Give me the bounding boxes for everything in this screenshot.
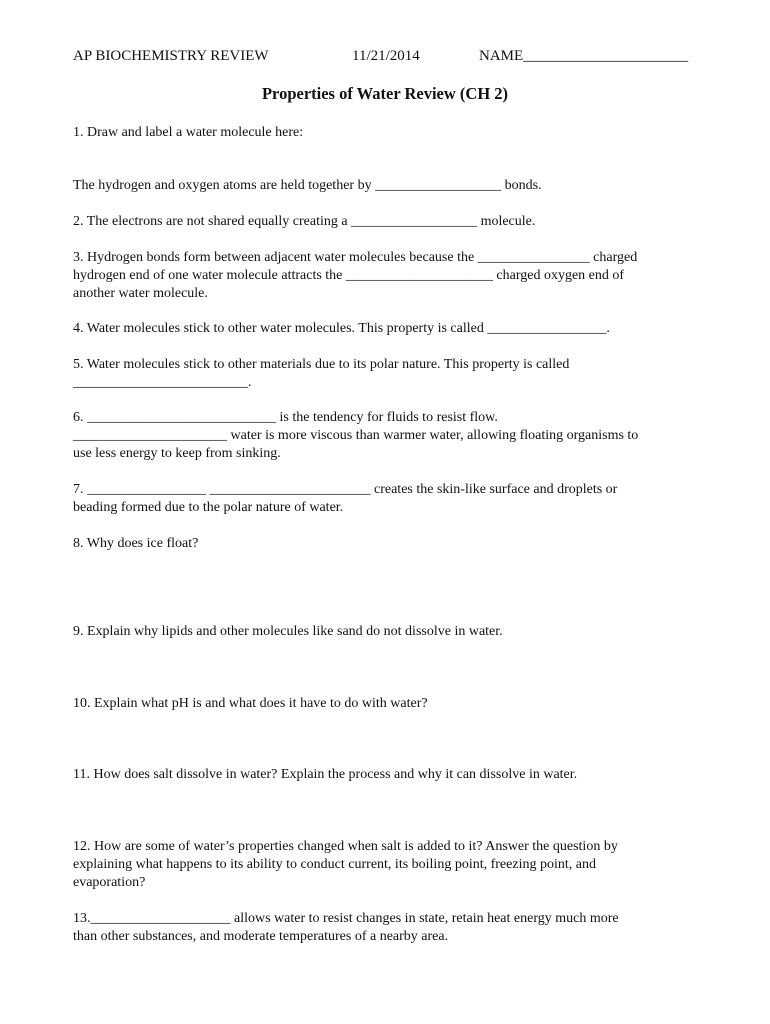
question-5: 5. Water molecules stick to other materials due to its polar nature. This property is called _________________________.: [73, 357, 570, 390]
name-field-label: NAME______________________: [479, 48, 689, 64]
question-3: 3. Hydrogen bonds form between adjacent water molecules because the ________________ charged hydrogen end of one water molecule attracts the _____________________ charged oxygen end of another water molecule.: [73, 250, 638, 301]
question-8: 8. Why does ice float?: [73, 536, 199, 551]
course-label: AP BIOCHEMISTRY REVIEW: [73, 48, 269, 64]
question-1-followup: The hydrogen and oxygen atoms are held together by __________________ bonds.: [73, 178, 542, 193]
question-9: 9. Explain why lipids and other molecules like sand do not dissolve in water.: [73, 624, 503, 639]
question-4: 4. Water molecules stick to other water molecules. This property is called _________________.: [73, 321, 610, 336]
question-13: 13.____________________ allows water to resist changes in state, retain heat energy much more than other substances, and moderate temperatures of a nearby area.: [73, 911, 619, 944]
question-1: 1. Draw and label a water molecule here:: [73, 125, 304, 140]
question-10: 10. Explain what pH is and what does it have to do with water?: [73, 696, 428, 711]
question-11: 11. How does salt dissolve in water? Explain the process and why it can dissolve in water.: [73, 767, 578, 782]
question-12: 12. How are some of water’s properties changed when salt is added to it? Answer the question by explaining what happens to its ability to conduct current, its boiling point, freezing point, and evaporation?: [73, 839, 618, 890]
question-2: 2. The electrons are not shared equally creating a __________________ molecule.: [73, 214, 536, 229]
question-6: 6. ___________________________ is the tendency for fluids to resist flow. ______________________ water is more viscous than warmer water, allowing floating organisms to use less energy to keep from sinking.: [73, 410, 639, 461]
date-label: 11/21/2014: [352, 48, 420, 64]
page-title: Properties of Water Review (CH 2): [261, 84, 509, 103]
question-7: 7. _________________ _______________________ creates the skin-like surface and droplets or beading formed due to the polar nature of water.: [73, 482, 618, 515]
